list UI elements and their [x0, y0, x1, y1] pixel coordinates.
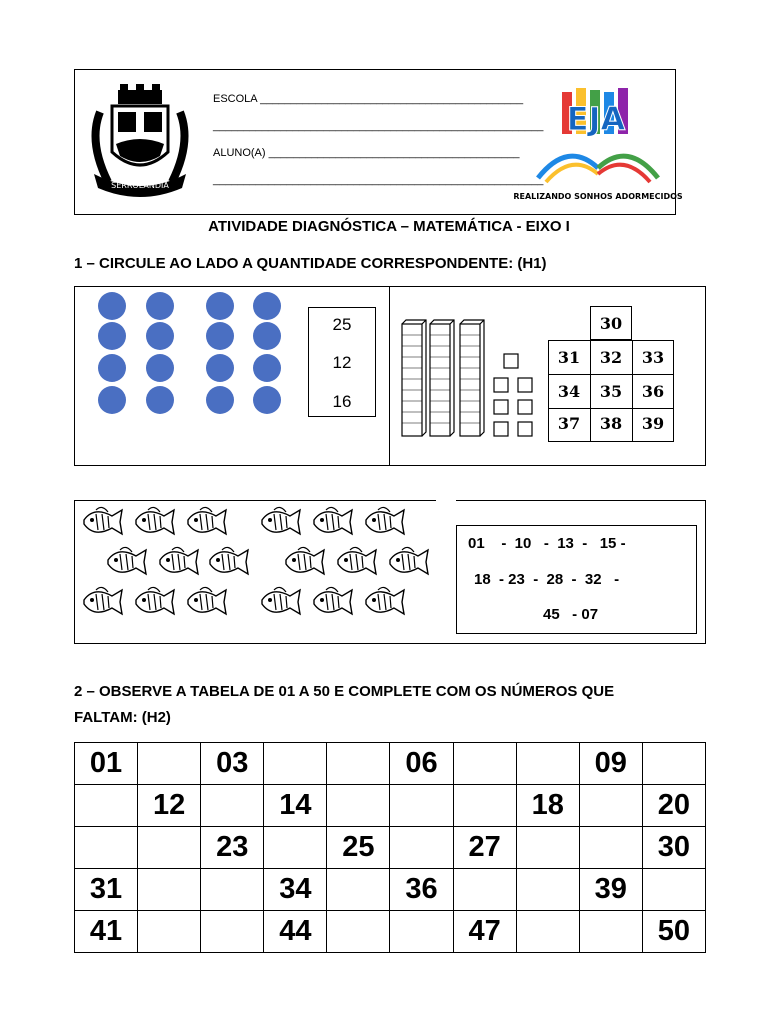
table-cell: 41: [75, 911, 138, 953]
table-cell: 06: [390, 743, 453, 785]
table-cell-blank[interactable]: [138, 743, 201, 785]
table-cell: 36: [390, 869, 453, 911]
table-cell-blank[interactable]: [138, 827, 201, 869]
table-cell: 31: [75, 869, 138, 911]
aluno-field[interactable]: ALUNO(A) _________________________________________: [213, 147, 520, 159]
table-cell-blank[interactable]: [138, 869, 201, 911]
table-cell-blank[interactable]: [516, 743, 579, 785]
table-cell: 18: [516, 785, 579, 827]
grid-cell-35: 35: [599, 382, 623, 401]
sequence-line-3: 45 - 07: [543, 606, 599, 623]
table-cell-blank[interactable]: [579, 911, 642, 953]
table-cell: 03: [201, 743, 264, 785]
aluno-field-line-2[interactable]: ______________________________________________________: [213, 174, 544, 186]
sequence-line-2: 18 - 23 - 28 - 32 -: [474, 571, 620, 588]
eja-logo-icon: [513, 86, 683, 204]
grid-cell-37: 37: [557, 414, 581, 433]
escola-field[interactable]: ESCOLA ___________________________________________: [213, 93, 524, 105]
grid-cell-39: 39: [641, 414, 665, 433]
hundreds-grid: [548, 306, 674, 442]
fish-group-icon: [78, 502, 438, 640]
grid-cell-32: 32: [599, 348, 623, 367]
table-cell-blank[interactable]: [264, 827, 327, 869]
table-cell-blank[interactable]: [516, 911, 579, 953]
option-12[interactable]: 12: [332, 353, 352, 372]
table-cell: 14: [264, 785, 327, 827]
table-cell: 47: [453, 911, 516, 953]
sequence-line-1: 01 - 10 - 13 - 15 -: [468, 535, 626, 552]
city-seal-icon: [80, 82, 200, 202]
table-row: [75, 827, 706, 869]
table-cell-blank[interactable]: [327, 743, 390, 785]
table-cell-blank[interactable]: [390, 785, 453, 827]
table-cell: 30: [642, 827, 705, 869]
grid-cell-38: 38: [599, 414, 623, 433]
table-cell-blank[interactable]: [75, 785, 138, 827]
table-cell-blank[interactable]: [201, 785, 264, 827]
table-cell: 44: [264, 911, 327, 953]
table-cell: 23: [201, 827, 264, 869]
table-cell-blank[interactable]: [264, 743, 327, 785]
table-cell-blank[interactable]: [516, 827, 579, 869]
table-cell: 01: [75, 743, 138, 785]
logo-title: EJA: [566, 100, 626, 138]
table-cell-blank[interactable]: [579, 827, 642, 869]
option-25[interactable]: 25: [332, 315, 352, 334]
question-2-prompt-line-2: FALTAM: (H2): [74, 709, 171, 726]
table-cell: 25: [327, 827, 390, 869]
table-cell: 39: [579, 869, 642, 911]
grid-cell-34: 34: [557, 382, 581, 401]
table-row: [75, 743, 706, 785]
seal-text: SERROLÂNDIA: [111, 181, 169, 190]
table-cell-blank[interactable]: [642, 743, 705, 785]
table-cell: 09: [579, 743, 642, 785]
table-cell-blank[interactable]: [453, 743, 516, 785]
base-ten-blocks-icon: [398, 318, 543, 442]
table-cell-blank[interactable]: [453, 869, 516, 911]
table-cell: 50: [642, 911, 705, 953]
table-row: [75, 785, 706, 827]
escola-field-line-2[interactable]: ______________________________________________________: [213, 120, 544, 132]
number-table: [74, 742, 706, 953]
table-cell-blank[interactable]: [327, 911, 390, 953]
question-1-prompt: 1 – CIRCULE AO LADO A QUANTIDADE CORRESPONDENTE: (H1): [74, 255, 547, 272]
table-cell: 20: [642, 785, 705, 827]
grid-cell-33: 33: [641, 348, 665, 367]
table-cell-blank[interactable]: [579, 785, 642, 827]
table-cell-blank[interactable]: [327, 869, 390, 911]
table-cell-blank[interactable]: [390, 911, 453, 953]
grid-cell-36: 36: [641, 382, 665, 401]
logo-slogan: REALIZANDO SONHOS ADORMECIDOS: [513, 192, 683, 201]
table-cell: 12: [138, 785, 201, 827]
table-cell-blank[interactable]: [138, 911, 201, 953]
table-row: [75, 911, 706, 953]
dot-group: [96, 290, 296, 420]
table-cell-blank[interactable]: [516, 869, 579, 911]
table-cell-blank[interactable]: [75, 827, 138, 869]
question-2-prompt: 2 – OBSERVE A TABELA DE 01 A 50 E COMPLETE COM OS NÚMEROS QUE: [74, 683, 615, 700]
table-cell-blank[interactable]: [201, 911, 264, 953]
table-cell: 27: [453, 827, 516, 869]
table-cell: 34: [264, 869, 327, 911]
table-row: [75, 869, 706, 911]
grid-cell-30: 30: [599, 314, 623, 333]
page-title: ATIVIDADE DIAGNÓSTICA – MATEMÁTICA - EIXO I: [208, 218, 570, 235]
table-cell-blank[interactable]: [327, 785, 390, 827]
q1-divider: [389, 286, 390, 466]
table-cell-blank[interactable]: [201, 869, 264, 911]
table-cell-blank[interactable]: [642, 869, 705, 911]
table-cell-blank[interactable]: [390, 827, 453, 869]
option-16[interactable]: 16: [332, 392, 352, 411]
grid-cell-31: 31: [557, 348, 581, 367]
table-cell-blank[interactable]: [453, 785, 516, 827]
